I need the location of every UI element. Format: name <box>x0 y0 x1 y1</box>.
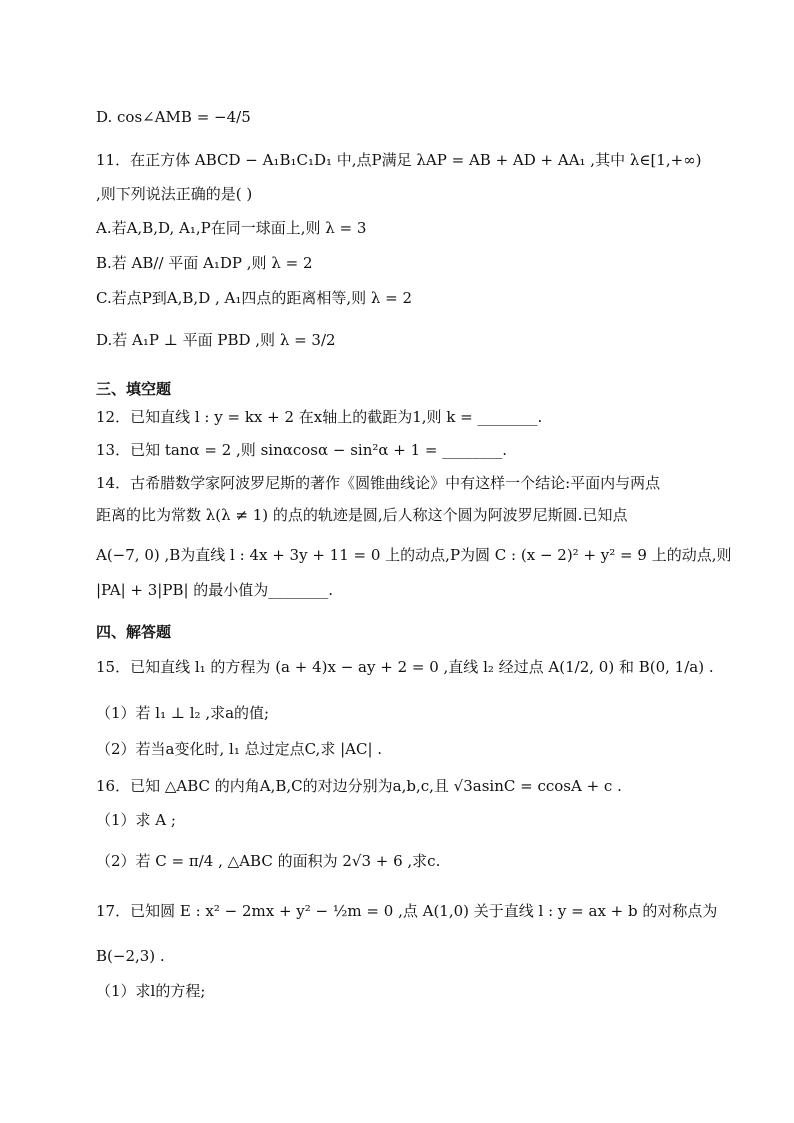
option-11d-prev: D. cos∠AMB = −4/5 <box>96 108 251 126</box>
question-17: 17．已知圆 E : x² − 2mx + y² − ½m = 0 ,点 A(1,0) 关于直线 l : y = ax + b 的对称点为 <box>96 902 718 920</box>
question-15-part1: （1）若 l₁ ⊥ l₂ ,求a的值; <box>96 704 270 722</box>
question-14: 14．古希腊数学家阿波罗尼斯的著作《圆锥曲线论》中有这样一个结论:平面内与两点 <box>96 474 661 492</box>
option-11c: C.若点P到A,B,D , A₁四点的距离相等,则 λ = 2 <box>96 289 413 307</box>
question-11-cont: ,则下列说法正确的是( ) <box>96 185 253 203</box>
question-16-part2: （2）若 C = π/4 , △ABC 的面积为 2√3 + 6 ,求c. <box>96 852 441 870</box>
question-14-line2: 距离的比为常数 λ(λ ≠ 1) 的点的轨迹是圆,后人称这个圆为阿波罗尼斯圆.已知点 <box>96 506 628 524</box>
question-13: 13．已知 tanα = 2 ,则 sinαcosα − sin²α + 1 = ________. <box>96 441 508 459</box>
question-17-line2: B(−2,3) . <box>96 947 165 965</box>
question-17-part1: （1）求l的方程; <box>96 982 206 1000</box>
option-11d: D.若 A₁P ⊥ 平面 PBD ,则 λ = 3/2 <box>96 331 336 349</box>
option-11b: B.若 AB// 平面 A₁DP ,则 λ = 2 <box>96 254 313 272</box>
question-15-part2: （2）若当a变化时, l₁ 总过定点C,求 |AC| . <box>96 740 383 758</box>
option-11a: A.若A,B,D, A₁,P在同一球面上,则 λ = 3 <box>96 219 367 237</box>
section-heading-fill-in: 三、填空题 <box>96 380 172 398</box>
question-11: 11．在正方体 ABCD − A₁B₁C₁D₁ 中,点P满足 λAP = AB + AD + AA₁ ,其中 λ∈[1,+∞) <box>96 151 702 169</box>
question-14-line4: |PA| + 3|PB| 的最小值为________. <box>96 581 334 599</box>
question-16: 16．已知 △ABC 的内角A,B,C的对边分别为a,b,c,且 √3asinC = ccosA + c . <box>96 777 622 795</box>
question-14-line3: A(−7, 0) ,B为直线 l : 4x + 3y + 11 = 0 上的动点,P为圆 C : (x − 2)² + y² = 9 上的动点,则 <box>96 546 732 564</box>
question-15: 15．已知直线 l₁ 的方程为 (a + 4)x − ay + 2 = 0 ,直线 l₂ 经过点 A(1/2, 0) 和 B(0, 1/a) . <box>96 658 714 676</box>
question-16-part1: （1）求 A ; <box>96 811 176 829</box>
question-12: 12．已知直线 l : y = kx + 2 在x轴上的截距为1,则 k = ________. <box>96 408 543 426</box>
section-heading-answers: 四、解答题 <box>96 623 172 641</box>
